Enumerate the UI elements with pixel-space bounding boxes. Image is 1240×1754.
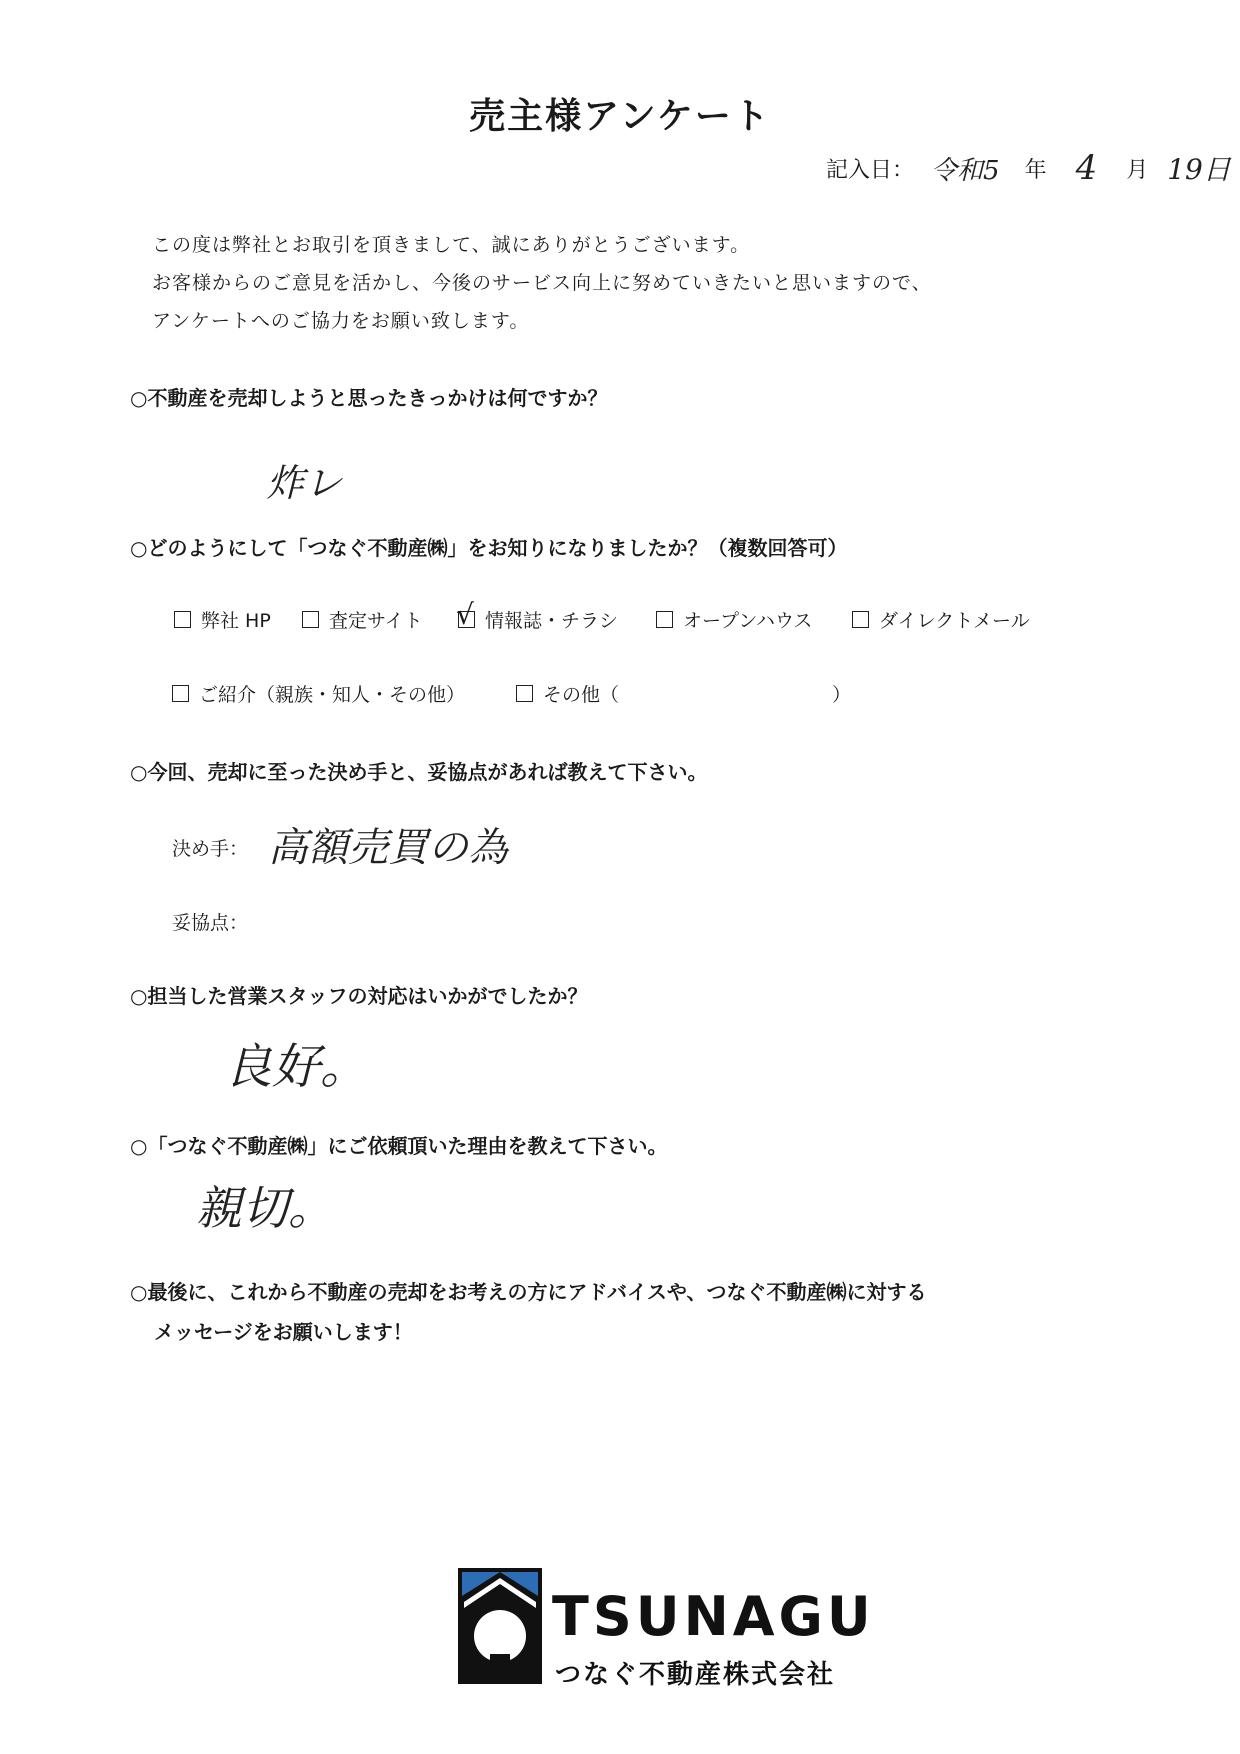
tsunagu-logo-icon [458,1568,542,1684]
answer-4: 良好。 [224,1039,369,1095]
option-company-hp[interactable]: 弊社 HP [174,606,271,633]
question-4: ○担当した営業スタッフの対応はいかがでしたか？ [130,984,588,1008]
answer-5: 親切。 [196,1181,334,1235]
checkbox[interactable] [852,611,869,628]
date-month-handwritten: 4 [1075,148,1098,188]
checkbox[interactable] [656,611,673,628]
option-direct-mail[interactable]: ダイレクトメール [852,606,1030,633]
date-era-handwritten: 令和5 [931,155,1000,186]
year-label: 年 [1024,157,1047,183]
checkbox[interactable] [174,611,191,628]
check-mark-icon: √ [456,598,474,631]
question-5: ○「つなぐ不動産㈱」にご依頼頂いた理由を教えて下さい。 [130,1134,668,1158]
checkbox[interactable] [516,685,533,702]
month-label: 月 [1126,157,1149,183]
question-6-line-2: メッセージをお願いします！ [154,1320,413,1344]
answer-1: 炸レ [266,461,343,505]
checkbox-checked[interactable] [456,598,475,631]
entry-date [826,148,1231,188]
compromise-label: 妥協点： [172,912,249,934]
intro-line-1: この度は弊社とお取引を頂きまして、誠にありがとうございます。 [152,234,751,256]
intro-line-2: お客様からのご意見を活かし、今後のサービス向上に努めていきたいと思いますので、 [152,272,932,294]
option-appraisal-site[interactable]: 査定サイト [302,606,423,633]
question-2: ○どのようにして「つなぐ不動産㈱」をお知りになりましたか？（複数回答可） [130,536,848,560]
option-other-close: ） [832,684,852,706]
question-1: ○不動産を売却しようと思ったきっかけは何ですか？ [130,386,608,410]
decisive-label: 決め手： [172,838,249,860]
option-open-house[interactable]: オープンハウス [656,606,812,633]
date-label: 記入日： [826,157,915,183]
option-magazine-flyer[interactable]: √ 情報誌・チラシ [456,598,619,632]
question-3: ○今回、売却に至った決め手と、妥協点があれば教えて下さい。 [130,760,708,784]
brand-name: TSUNAGU [552,1585,875,1648]
option-referral[interactable]: ご紹介（親族・知人・その他） [172,680,465,707]
page-title: 売主様アンケート [469,96,771,137]
checkbox[interactable] [302,611,319,628]
option-other[interactable]: その他（ [516,680,619,707]
question-6-line-1: ○最後に、これから不動産の売却をお考えの方にアドバイスや、つなぐ不動産㈱に対する [130,1280,927,1304]
decisive-answer: 高額売買の為 [268,825,508,871]
company-name: つなぐ不動産株式会社 [555,1660,836,1690]
intro-line-3: アンケートへのご協力をお願い致します。 [152,310,530,332]
date-day-handwritten: 19日 [1167,153,1231,186]
checkbox[interactable] [172,685,189,702]
